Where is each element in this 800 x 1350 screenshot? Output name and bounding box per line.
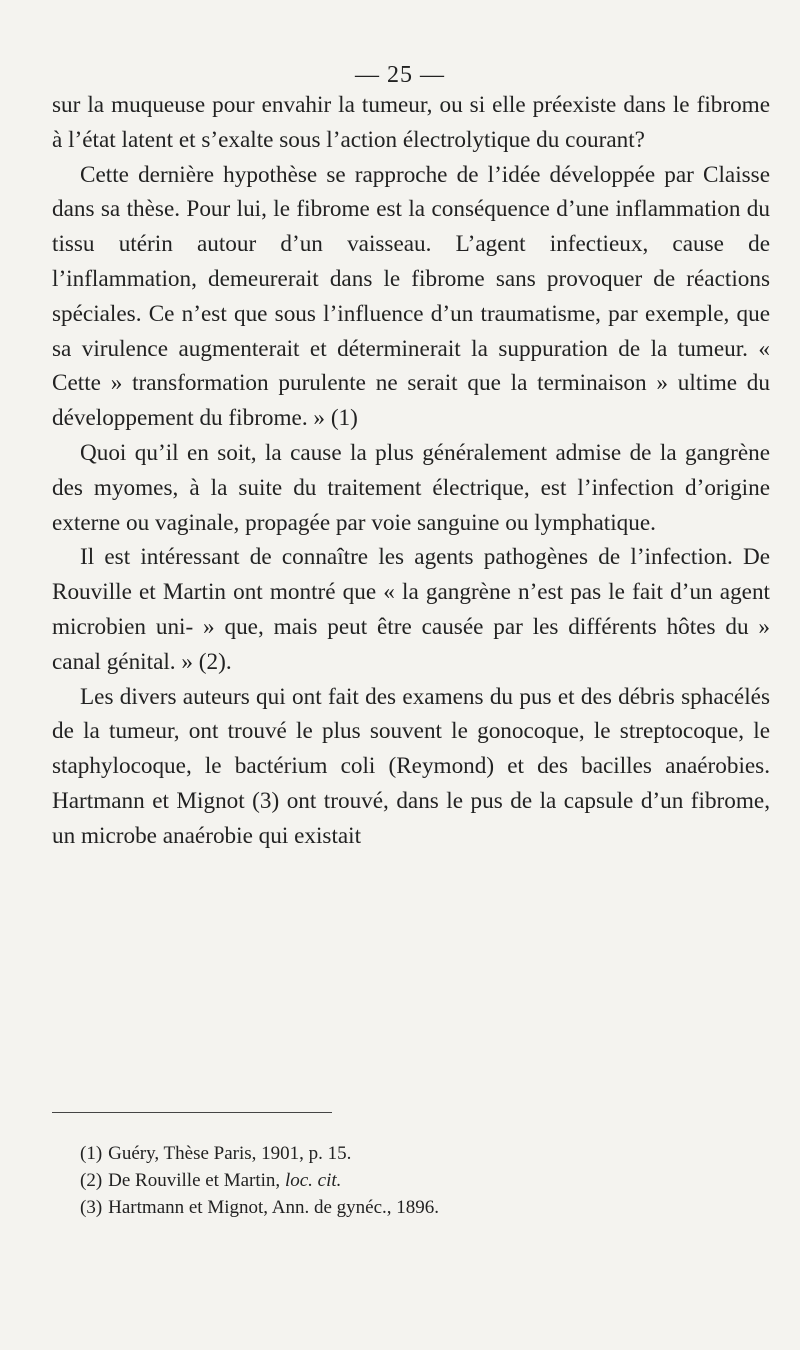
paragraph-4: Il est intéressant de connaître les agents pathogènes de l’infection. De Rouville et Martin ont montré que « la gangrène n’est pas le fait d’un agent microbien uni- » que, mais peut être causée par les différents hôtes du » canal génital. » (2).: [52, 544, 770, 675]
paragraph-5: Les divers auteurs qui ont fait des examens du pus et des débris sphacélés de la tumeur, ont trouvé le plus souvent le gonocoque, le streptocoque, le staphylocoque, le bactérium coli (Reymond) et des bacilles anaérobies. Hartmann et Mignot (3) ont trouvé, dans le pus de la capsule d’un fibrome, un microbe anaérobie qui existait: [52, 683, 770, 849]
paragraph-2: Cette dernière hypothèse se rapproche de l’idée développée par Claisse dans sa thèse. Pour lui, le fibrome est la conséquence d’une inflammation du tissu utérin autour d’un vaisseau. L’agent infectieux, cause de l’inflammation, demeurerait dans le fibrome sans provoquer de réactions spéciales. Ce n’est que sous l’influence d’un traumatisme, par exemple, que sa virulence augmenterait et déterminerait la suppuration de la tumeur. « Cette » transformation purulente ne serait que la terminaison » ultime du développement du fibrome. » (1): [52, 161, 770, 432]
paragraph-1: sur la muqueuse pour envahir la tumeur, ou si elle préexiste dans le fibrome à l’état latent et s’exalte sous l’action électrolytique du courant?: [52, 92, 770, 153]
page-number: — 25 —: [355, 62, 445, 88]
footnote-number: (3): [80, 1197, 103, 1218]
footnote-number: (1): [80, 1143, 103, 1164]
footnote-3: [80, 1194, 770, 1221]
footnote-text: De Rouville et Martin,: [108, 1170, 285, 1191]
body-text: [52, 88, 770, 854]
footnote-italic-text: loc. cit.: [284, 1170, 342, 1191]
footnotes: [80, 1140, 770, 1221]
footnote-text: Hartmann et Mignot, Ann. de gynéc., 1896.: [108, 1197, 440, 1218]
paragraph-3: Quoi qu’il en soit, la cause la plus généralement admise de la gangrène des myomes, à la suite du traitement électrique, est l’infection d’origine externe ou vaginale, propagée par voie sanguine ou lymphatique.: [52, 439, 770, 536]
footnote-divider: [52, 1112, 332, 1113]
footnote-2: [80, 1167, 770, 1194]
footnote-number: (2): [80, 1170, 103, 1191]
footnote-text: Guéry, Thèse Paris, 1901, p. 15.: [108, 1143, 352, 1164]
footnote-1: [80, 1140, 770, 1167]
